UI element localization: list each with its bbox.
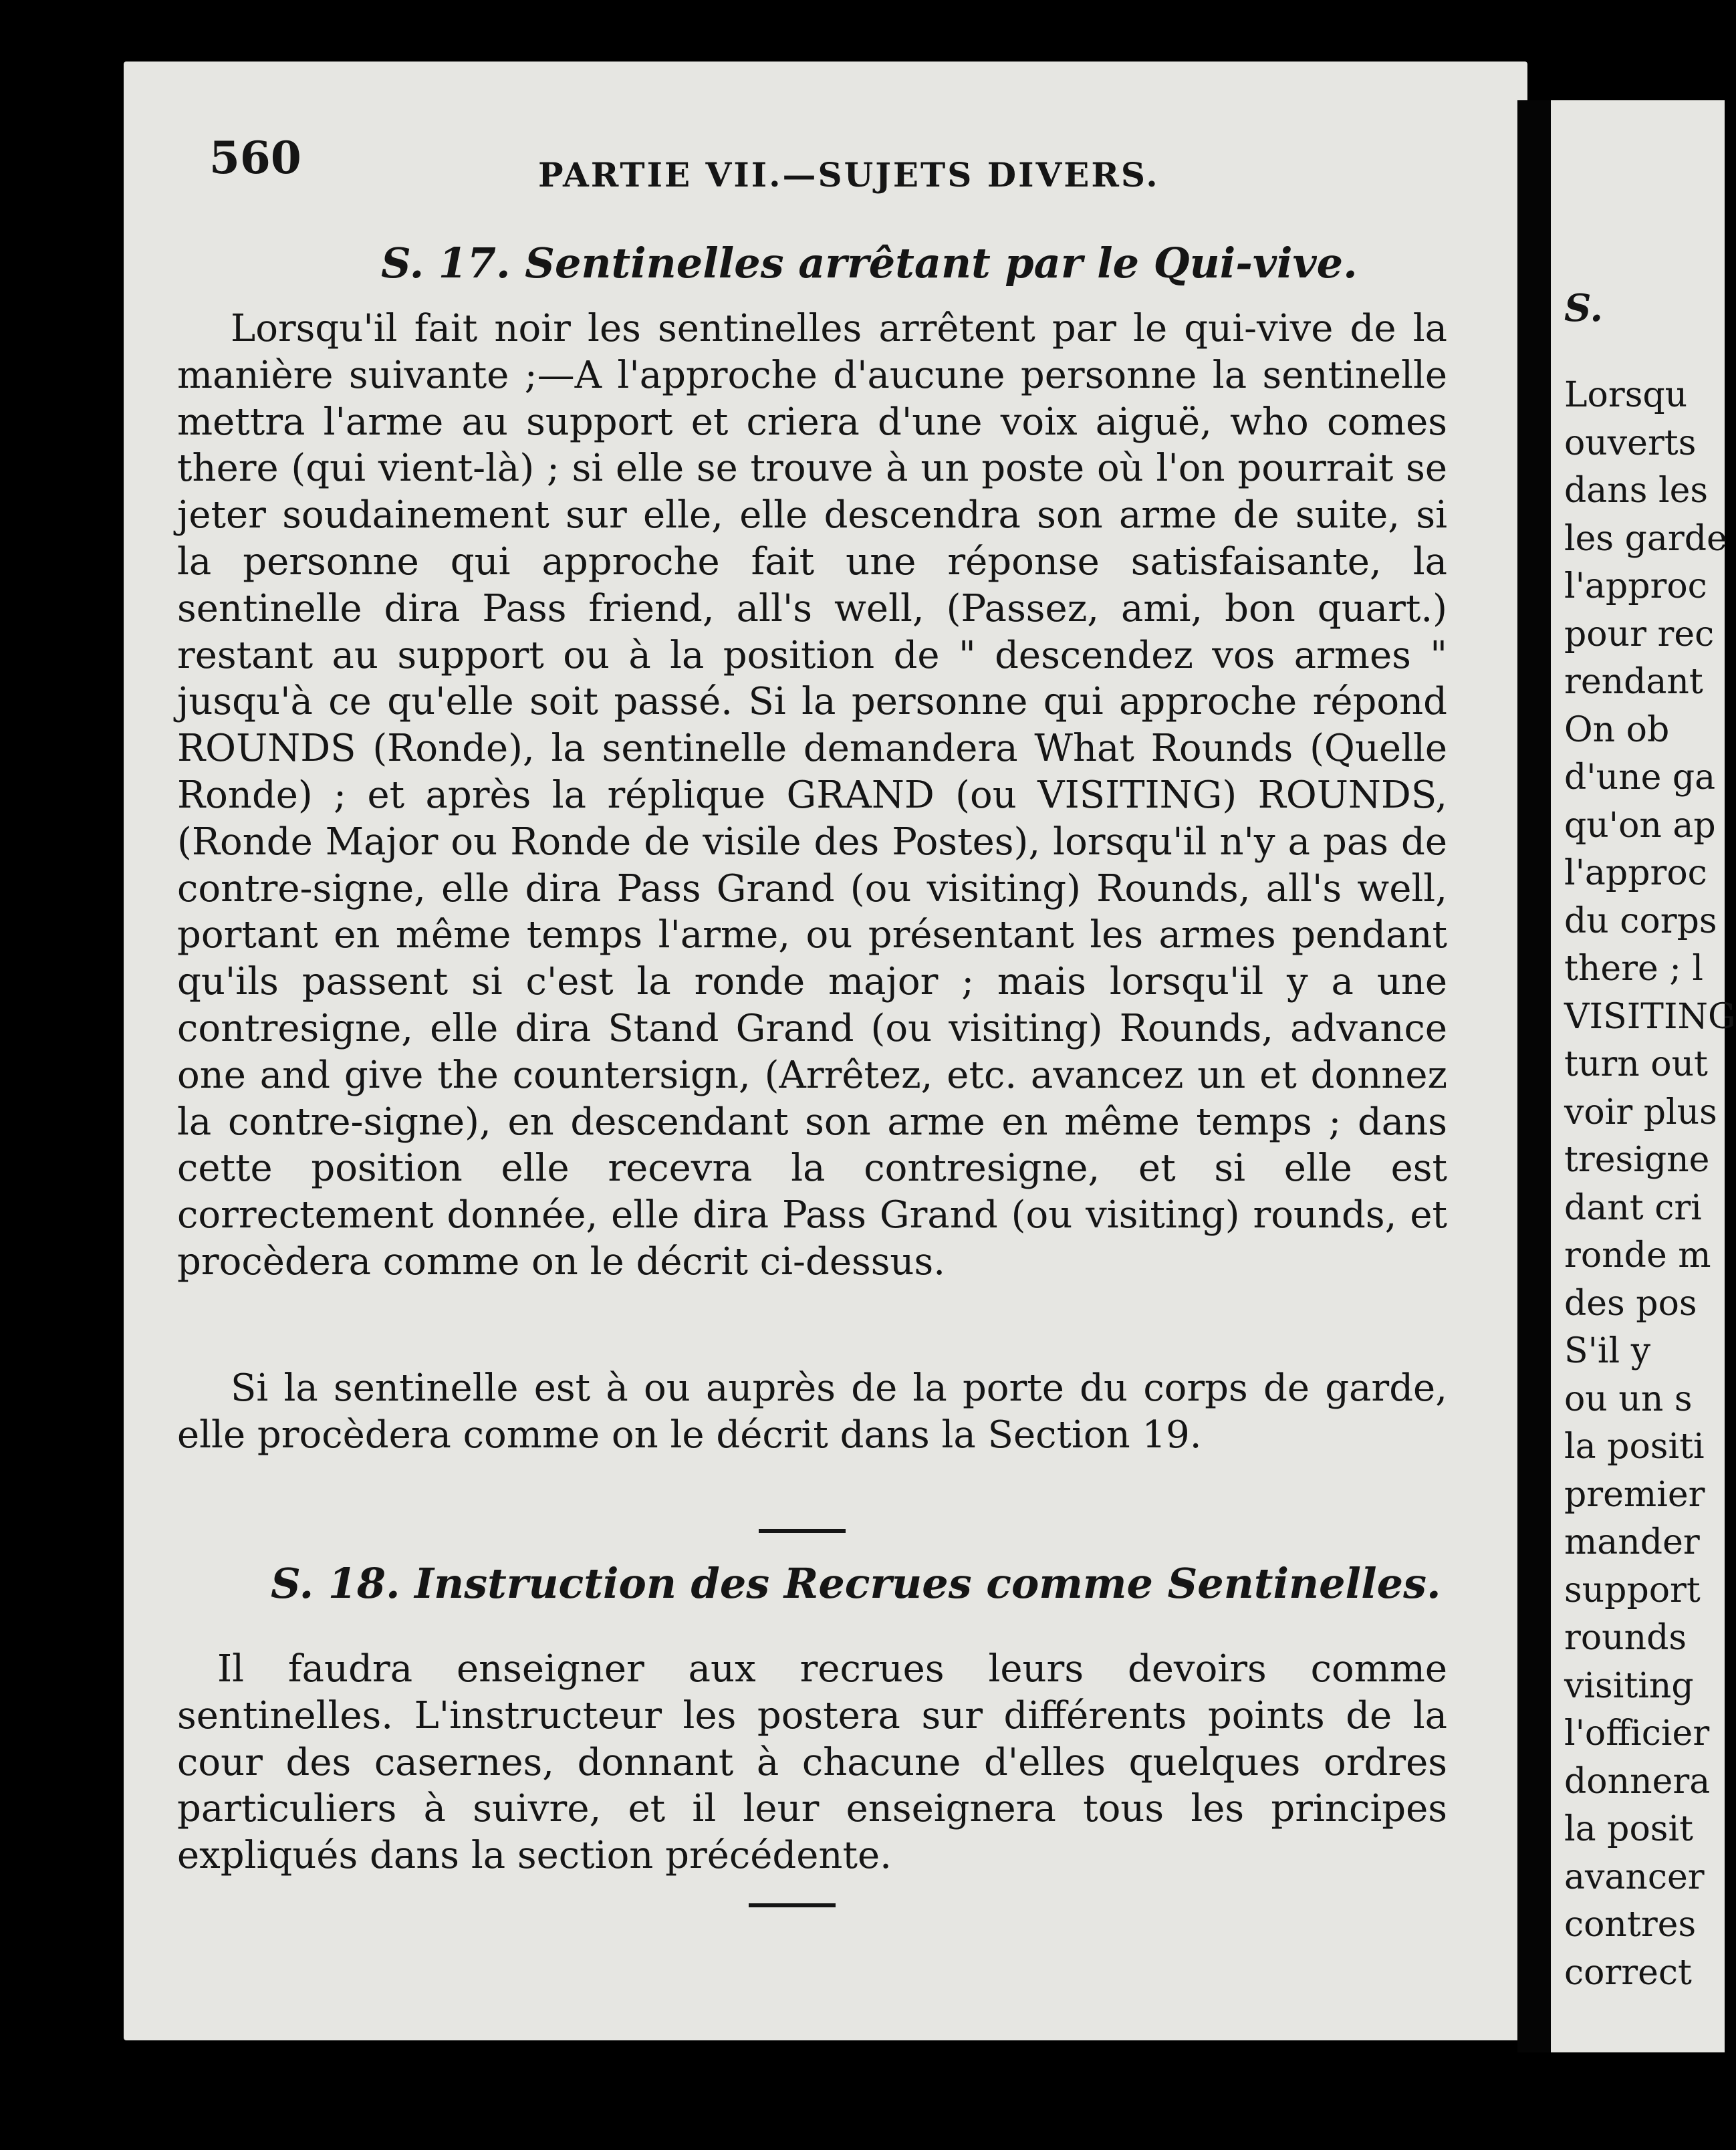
facing-line: pour rec	[1564, 614, 1715, 654]
facing-line: mander	[1564, 1522, 1700, 1562]
page-gutter	[1517, 100, 1551, 2052]
facing-line: du corps	[1564, 901, 1717, 941]
facing-line: d'une ga	[1564, 757, 1716, 798]
running-head: PARTIE VII.—SUJETS DIVERS.	[538, 155, 1160, 195]
facing-line: dant cri	[1564, 1187, 1702, 1228]
section-17-paragraph-1: Lorsqu'il fait noir les sentinelles arrêtent par le qui-vive de la manière suivante ;—A l'approche d'aucune personne la sentinelle mettra l'arme au support et criera d'une voix aiguë, who comes there (qui vient-là) ; si elle se trouve à un poste où l'on pourrait se jeter soudainement sur elle, elle descendra son arme de suite, si la personne qui approche fait une réponse satisfaisante, la sentinelle dira Pass friend, all's well, (Passez, ami, bon quart.) restant au support ou à la position de " descendez vos armes " jusqu'à ce qu'elle soit passé. Si la personne qui approche répond ROUNDS (Ronde), la sentinelle demandera What Rounds (Quelle Ronde) ; et après la réplique GRAND (ou VISITING) ROUNDS, (Ronde Major ou Ronde de visile des Postes), lorsqu'il n'y a pas de contre-signe, elle dira Pass Grand (ou visiting) Rounds, all's well, portant en même temps l'arme, ou présentant les armes pendant qu'ils passent si c'est la ronde major ; mais lorsqu'il y a une contresigne, elle dira Stand Grand (ou visiting) Rounds, advance one and give the countersign, (Arrêtez, etc. avancez un et donnez la contre-signe), en descendant son arme en même temps ; dans cette position elle recevra la contresigne, et si elle est correctement donnée, elle dira Pass Grand (ou visiting) rounds, et procèdera comme on le décrit ci-dessus.	[177, 307, 1447, 1284]
facing-line: Lorsqu	[1564, 375, 1688, 415]
section-18-paragraph-1: Il faudra enseigner aux recrues leurs devoirs comme sentinelles. L'instructeur les postera sur différents points de la cour des casernes, donnant à chacune d'elles quelques ordres particuliers à suivre, et il leur enseignera tous les principes expliqués dans la section précédente.	[177, 1647, 1447, 1878]
facing-line: On ob	[1564, 709, 1670, 750]
facing-line: donnera	[1564, 1761, 1711, 1802]
facing-line: S'il y	[1564, 1331, 1651, 1371]
facing-line: l'approc	[1564, 566, 1707, 606]
facing-line: turn out	[1564, 1044, 1708, 1084]
facing-page	[1551, 100, 1736, 2052]
facing-heading: S.	[1564, 286, 1603, 330]
facing-line: VISITING	[1564, 996, 1736, 1037]
facing-line: voir plus	[1564, 1092, 1717, 1132]
facing-line: ou un s	[1564, 1379, 1693, 1419]
facing-line: l'approc	[1564, 853, 1707, 893]
facing-line: qu'on ap	[1564, 805, 1716, 846]
facing-line: la positi	[1564, 1427, 1705, 1467]
facing-line: la posit	[1564, 1809, 1693, 1849]
section-heading-18: S. 18. Instruction des Recrues comme Sentinelles.	[271, 1559, 1441, 1608]
facing-line: l'officier	[1564, 1713, 1710, 1754]
section-divider	[759, 1529, 846, 1533]
facing-line: rounds	[1564, 1618, 1687, 1658]
facing-line: visiting	[1564, 1665, 1694, 1706]
facing-line: premier	[1564, 1474, 1705, 1515]
facing-line: avancer	[1564, 1857, 1705, 1897]
facing-line: ronde m	[1564, 1235, 1711, 1276]
facing-line: correct	[1564, 1952, 1692, 1993]
facing-line: dans les	[1564, 471, 1709, 511]
facing-line: contres	[1564, 1905, 1697, 1945]
facing-line: les garde	[1564, 518, 1727, 559]
end-divider	[749, 1903, 836, 1907]
section-heading-17: S. 17. Sentinelles arrêtant par le Qui-vive.	[381, 239, 1358, 287]
facing-line: ouverts	[1564, 423, 1697, 463]
left-page	[124, 62, 1527, 2040]
facing-line: des pos	[1564, 1283, 1697, 1324]
facing-line: rendant	[1564, 662, 1703, 702]
facing-line: tresigne	[1564, 1140, 1710, 1180]
page-number: 560	[209, 132, 301, 184]
section-17-paragraph-2: Si la sentinelle est à ou auprès de la porte du corps de garde, elle procèdera comme on le décrit dans la Section 19.	[177, 1366, 1447, 1457]
facing-line: there ; l	[1564, 949, 1703, 989]
facing-line: support	[1564, 1570, 1701, 1610]
